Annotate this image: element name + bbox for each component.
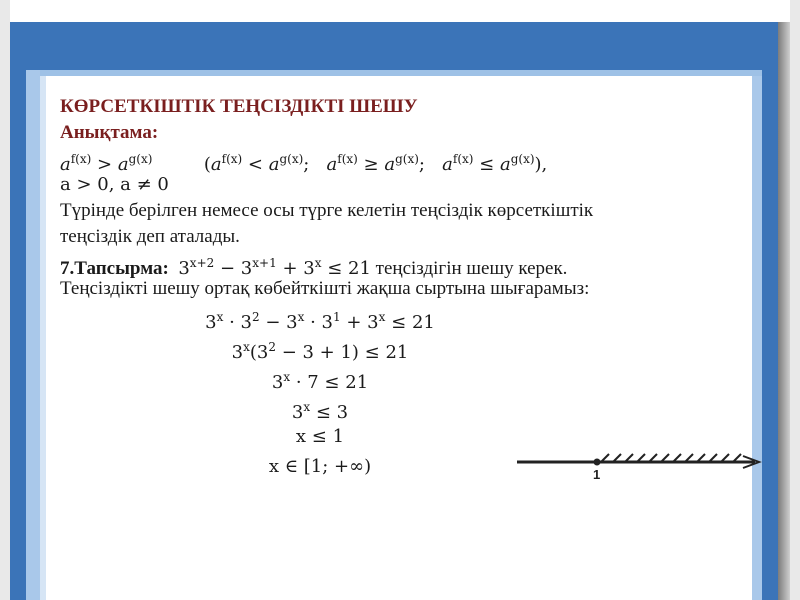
- step-4: [60, 392, 580, 422]
- step1-a-exp: x: [216, 310, 224, 324]
- header-band: [10, 22, 778, 70]
- step1-e: + 3: [340, 312, 379, 333]
- step3-a-exp: x: [283, 370, 291, 384]
- def-alt1-rhs: a: [268, 154, 280, 175]
- task-line: [60, 250, 750, 279]
- step1-d: · 3: [304, 312, 334, 333]
- step1-b-exp: 2: [251, 310, 260, 324]
- def-main-op: >: [91, 154, 118, 175]
- step1-a: 3: [205, 312, 217, 333]
- step1-c-exp: x: [297, 310, 305, 324]
- task-eq-a: 3: [178, 258, 190, 279]
- def-alt1-rhs-exp: g(x): [279, 152, 304, 166]
- step2-a-exp: x: [243, 340, 250, 354]
- step1-c: − 3: [259, 312, 298, 333]
- def-alt1-lhs: a: [210, 154, 222, 175]
- def-alt3-lhs-exp: f(x): [452, 152, 474, 166]
- def-alt2-lhs-exp: f(x): [337, 152, 358, 166]
- step1-e-exp: x: [378, 310, 386, 324]
- definition-text-1: Түрінде берілген немесе осы түрге келетін теңсіздік көрсеткіштік: [60, 200, 594, 221]
- def-alt2-lhs: a: [326, 154, 338, 175]
- step-2: [60, 332, 580, 362]
- task-label: 7.Тапсырма:: [60, 258, 169, 279]
- task-eq-d: ≤ 21: [321, 258, 371, 279]
- def-alt-close: ),: [534, 154, 548, 175]
- step1-f: ≤ 21: [385, 312, 435, 333]
- number-line: [515, 452, 765, 482]
- step2-c: − 3 + 1) ≤ 21: [275, 342, 409, 363]
- def-alt2-op: ≥: [357, 154, 385, 175]
- def-main-lhs: a: [60, 154, 71, 175]
- def-main-lhs-exp: f(x): [70, 152, 92, 166]
- right-shadow: [778, 22, 790, 600]
- answer: x ∈ [1; +∞): [268, 456, 372, 477]
- number-line-label: 1: [593, 467, 601, 482]
- task-text: теңсіздігін шешу керек.: [375, 258, 568, 279]
- step-5: x ≤ 1: [295, 426, 345, 447]
- def-alt3-rhs: a: [499, 154, 511, 175]
- step-3: [60, 362, 580, 392]
- definition-formula: $a^{f(x)} > a^{g(x)}$ ($a^{f(x)} < a^{g(x)}$; $a^{f(x)} \ge a^{g(x)}$; $a^{f(x)} \le a^{g(x)}$),: [60, 152, 548, 175]
- task-eq-a-exp: x+2: [189, 256, 215, 270]
- slide-content: [60, 94, 750, 482]
- def-alt1-op: <: [242, 154, 269, 175]
- step4-b: ≤ 3: [310, 402, 349, 423]
- step2-b-exp: 2: [268, 340, 276, 354]
- step3-b: · 7 ≤ 21: [290, 372, 369, 393]
- slide-title: КӨРСЕТКІШТІК ТЕҢСІЗДІКТІ ШЕШУ: [60, 96, 418, 117]
- step2-a: 3: [231, 342, 244, 363]
- def-alt3-rhs-exp: g(x): [510, 152, 535, 166]
- step4-a-exp: x: [303, 400, 311, 414]
- def-alt3-op: ≤: [473, 154, 500, 175]
- step4-a: 3: [291, 402, 304, 423]
- definition-label: Анықтама:: [60, 122, 159, 143]
- step1-b: · 3: [223, 312, 252, 333]
- task-eq-b-exp: x+1: [252, 256, 277, 270]
- right-stripe: [762, 22, 778, 600]
- def-main-rhs: a: [117, 154, 129, 175]
- number-line-point: [594, 459, 601, 466]
- step2-b: (3: [249, 342, 269, 363]
- def-alt-open: (: [203, 154, 211, 175]
- task-eq-c: + 3: [276, 258, 315, 279]
- frame-right: [790, 0, 800, 600]
- right-stripe-light: [752, 76, 762, 600]
- step1-d-exp: 1: [333, 310, 341, 324]
- task-eq-b: − 3: [214, 258, 253, 279]
- def-alt1-lhs-exp: f(x): [221, 152, 243, 166]
- def-alt3-lhs: a: [442, 154, 453, 175]
- step3-a: 3: [271, 372, 284, 393]
- task-eq-c-exp: x: [314, 256, 322, 270]
- def-alt2-rhs: a: [384, 154, 396, 175]
- left-stripe: [10, 22, 26, 600]
- frame-left: [0, 0, 10, 600]
- step-1: [60, 302, 580, 332]
- def-main-rhs-exp: g(x): [128, 152, 153, 166]
- condition: a > 0, a ≠ 0: [60, 174, 169, 195]
- left-stripe-light: [26, 70, 40, 600]
- method-text: Теңсіздікті шешу ортақ көбейткішті жақша сыртына шығарамыз:: [60, 278, 590, 299]
- def-alt2-rhs-exp: g(x): [395, 152, 419, 166]
- definition-text-2: теңсіздік деп аталады.: [60, 226, 240, 247]
